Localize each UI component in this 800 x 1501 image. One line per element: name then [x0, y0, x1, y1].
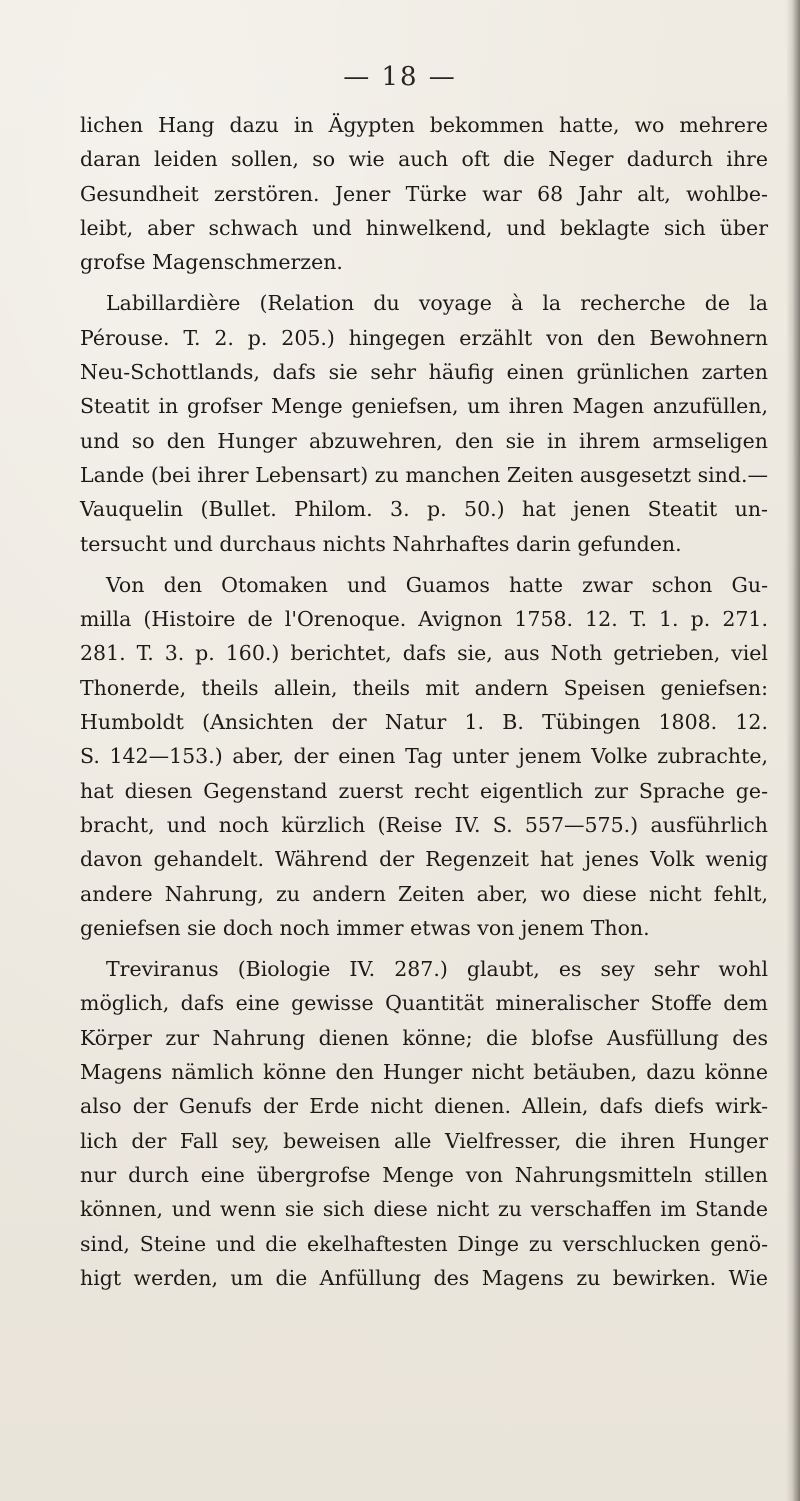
- text-line: S. 142—153.) aber, der einen Tag unter jenem Volke zubrachte,: [80, 744, 768, 769]
- text-line: möglich, dafs eine gewisse Quantität mineralischer Stoffe dem: [80, 991, 768, 1016]
- text-line: Magens nämlich könne den Hunger nicht betäuben, dazu könne: [80, 1060, 768, 1085]
- text-line: milla (Histoire de l'Orenoque. Avignon 1758. 12. T. 1. p. 271.: [80, 607, 768, 632]
- text-line: andere Nahrung, zu andern Zeiten aber, wo diese nicht fehlt,: [80, 881, 768, 906]
- text-line: grofse Magenschmerzen.: [80, 250, 343, 275]
- text-line: leibt, aber schwach und hinwelkend, und beklagte sich über: [80, 215, 768, 240]
- text-line: Körper zur Nahrung dienen könne; die blofse Ausfüllung des: [80, 1025, 768, 1050]
- text-line: geniefsen sie doch noch immer etwas von jenem Thon.: [80, 915, 650, 940]
- page-header: — 18 —: [343, 62, 457, 92]
- text-line: können, und wenn sie sich diese nicht zu verschaffen im Stande: [80, 1197, 768, 1222]
- text-line: Pérouse. T. 2. p. 205.) hingegen erzählt von den Bewohnern: [80, 325, 768, 350]
- page-text: [80, 108, 768, 1295]
- text-line: Vauquelin (Bullet. Philom. 3. p. 50.) hat jenen Steatit un-: [80, 497, 768, 522]
- text-line: Labillardière (Relation du voyage à la recherche de la: [106, 291, 768, 316]
- text-line: nur durch eine übergrofse Menge von Nahrungsmitteln stillen: [80, 1162, 768, 1187]
- text-line: Steatit in grofser Menge geniefsen, um ihren Magen anzufüllen,: [80, 394, 768, 419]
- text-line: hat diesen Gegenstand zuerst recht eigentlich zur Sprache ge-: [80, 778, 768, 803]
- text-line: bracht, und noch kürzlich (Reise IV. S. 557—575.) ausführlich: [80, 812, 768, 837]
- text-line: Treviranus (Biologie IV. 287.) glaubt, es sey sehr wohl: [106, 957, 768, 982]
- text-line: davon gehandelt. Während der Regenzeit hat jenes Volk wenig: [80, 847, 768, 872]
- text-line: higt werden, um die Anfüllung des Magens zu bewirken. Wie: [80, 1265, 768, 1290]
- text-line: Von den Otomaken und Guamos hatte zwar schon Gu-: [106, 572, 768, 597]
- text-line: daran leiden sollen, so wie auch oft die Neger dadurch ihre: [80, 147, 768, 172]
- text-line: Thonerde, theils allein, theils mit andern Speisen geniefsen:: [80, 675, 768, 700]
- text-line: sind, Steine und die ekelhaftesten Dinge zu verschlucken genö-: [80, 1231, 768, 1256]
- text-line: und so den Hunger abzuwehren, den sie in ihrem armseligen: [80, 428, 768, 453]
- text-line: Gesundheit zerstören. Jener Türke war 68 Jahr alt, wohlbe-: [80, 181, 768, 206]
- text-line: also der Genufs der Erde nicht dienen. Allein, dafs diefs wirk-: [80, 1094, 768, 1119]
- text-line: Neu-Schottlands, dafs sie sehr häufig einen grünlichen zarten: [80, 360, 768, 385]
- text-line: tersucht und durchaus nichts Nahrhaftes darin gefunden.: [80, 531, 682, 556]
- text-line: Humboldt (Ansichten der Natur 1. B. Tübingen 1808. 12.: [80, 710, 768, 735]
- text-line: Lande (bei ihrer Lebensart) zu manchen Zeiten ausgesetzt sind.—: [80, 462, 768, 487]
- page-edge-shadow: [786, 0, 800, 1501]
- text-line: 281. T. 3. p. 160.) berichtet, dafs sie, aus Noth getrieben, viel: [80, 641, 768, 666]
- text-line: lich der Fall sey, beweisen alle Vielfresser, die ihren Hunger: [80, 1128, 768, 1153]
- text-line: lichen Hang dazu in Ägypten bekommen hatte, wo mehrere: [80, 113, 768, 137]
